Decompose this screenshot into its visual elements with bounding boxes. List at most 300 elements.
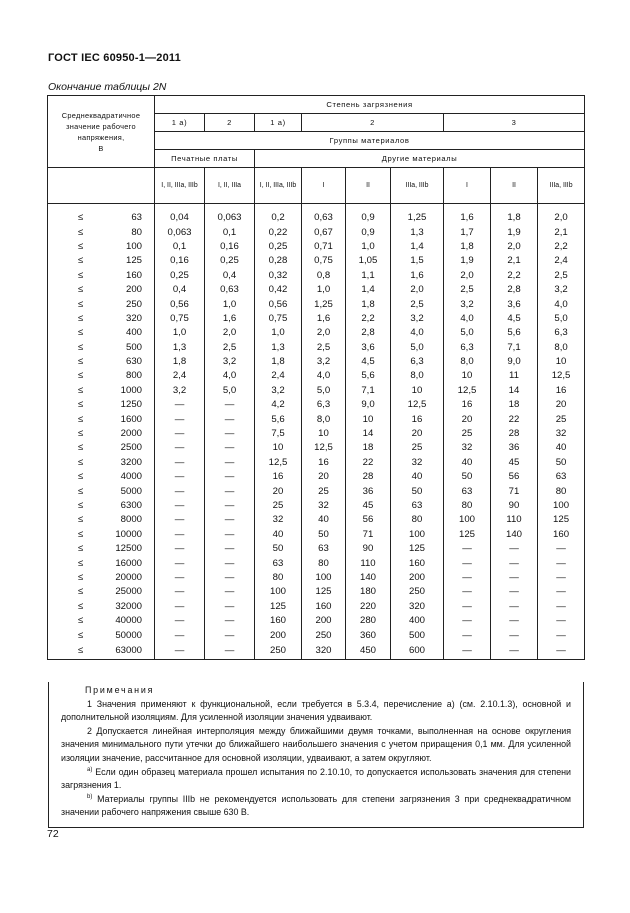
creepage-value-cell: 0,04	[155, 211, 205, 225]
creepage-value-cell: 1,0	[255, 326, 302, 340]
creepage-value-cell: 36	[491, 441, 538, 455]
voltage-value: 63	[131, 212, 142, 224]
creepage-value-cell: 9,0	[346, 398, 391, 412]
creepage-value-cell: 4,2	[255, 398, 302, 412]
creepage-value-cell: 4,0	[444, 312, 491, 326]
creepage-value-cell: 6,3	[444, 341, 491, 355]
creepage-value-cell: —	[155, 628, 205, 642]
voltage-cell	[48, 369, 155, 383]
le-symbol: ≤	[78, 428, 84, 440]
creepage-value-cell: 2,1	[538, 225, 585, 239]
voltage-value: 16000	[115, 557, 142, 569]
creepage-value-cell: 8,0	[538, 341, 585, 355]
table-row	[48, 297, 585, 311]
creepage-value-cell: 0,75	[302, 254, 346, 268]
creepage-value-cell: 0,56	[155, 297, 205, 311]
creepage-value-cell: 125	[391, 542, 444, 556]
table-row	[48, 484, 585, 498]
voltage-value: 400	[125, 327, 142, 339]
creepage-value-cell: 28	[491, 427, 538, 441]
creepage-value-cell: 500	[391, 628, 444, 642]
creepage-value-cell: —	[444, 585, 491, 599]
creepage-value-cell: —	[155, 585, 205, 599]
le-symbol: ≤	[78, 226, 84, 238]
creepage-value-cell: —	[491, 542, 538, 556]
creepage-value-cell: —	[444, 643, 491, 660]
creepage-value-cell: 100	[538, 499, 585, 513]
le-symbol: ≤	[78, 442, 84, 454]
material-col-2: I, II, IIIa	[205, 168, 255, 204]
creepage-value-cell: 20	[255, 484, 302, 498]
creepage-value-cell: 2,2	[491, 269, 538, 283]
creepage-value-cell: 5,0	[302, 384, 346, 398]
creepage-value-cell: 90	[491, 499, 538, 513]
table-row	[48, 412, 585, 426]
creepage-value-cell: —	[538, 628, 585, 642]
creepage-value-cell: 40	[391, 470, 444, 484]
voltage-cell	[48, 542, 155, 556]
table-row	[48, 499, 585, 513]
creepage-value-cell: —	[205, 528, 255, 542]
table-row	[48, 427, 585, 441]
creepage-value-cell: —	[155, 600, 205, 614]
creepage-value-cell: 320	[391, 600, 444, 614]
le-symbol: ≤	[78, 528, 84, 540]
creepage-value-cell: 7,1	[346, 384, 391, 398]
table-row	[48, 269, 585, 283]
footnote-b-text: Материалы группы IIIb не рекомендуется использовать для степени загрязнения 3 при среднеквадратичном значении рабочего напряжения свыше 630 В.	[61, 793, 572, 818]
creepage-value-cell: 0,63	[302, 211, 346, 225]
creepage-value-cell: 2,4	[255, 369, 302, 383]
creepage-value-cell: 0,28	[255, 254, 302, 268]
table-row	[48, 326, 585, 340]
creepage-value-cell: 28	[346, 470, 391, 484]
creepage-value-cell: —	[155, 571, 205, 585]
voltage-cell	[48, 513, 155, 527]
table-body	[48, 204, 585, 660]
voltage-cell	[48, 427, 155, 441]
table-row	[48, 614, 585, 628]
voltage-value: 800	[125, 370, 142, 382]
creepage-value-cell: —	[205, 398, 255, 412]
creepage-value-cell: 25	[444, 427, 491, 441]
creepage-value-cell: 1,0	[346, 240, 391, 254]
creepage-value-cell: —	[205, 441, 255, 455]
voltage-cell	[48, 556, 155, 570]
creepage-value-cell: 50	[255, 542, 302, 556]
voltage-cell	[48, 384, 155, 398]
voltage-value: 500	[125, 341, 142, 353]
voltage-cell	[48, 585, 155, 599]
creepage-value-cell: 16	[538, 384, 585, 398]
creepage-value-cell: 0,4	[155, 283, 205, 297]
creepage-value-cell: 100	[444, 513, 491, 527]
creepage-value-cell: 1,3	[155, 341, 205, 355]
creepage-value-cell: 1,3	[255, 341, 302, 355]
creepage-value-cell: 45	[346, 499, 391, 513]
creepage-value-cell: 22	[346, 456, 391, 470]
creepage-value-cell: 5,0	[444, 326, 491, 340]
creepage-value-cell: 2,0	[444, 269, 491, 283]
material-col-5: II	[346, 168, 391, 204]
voltage-cell	[48, 441, 155, 455]
footnote-b-mark: b)	[87, 793, 93, 800]
creepage-value-cell: 12,5	[538, 369, 585, 383]
voltage-value: 4000	[120, 471, 142, 483]
creepage-value-cell: —	[491, 614, 538, 628]
material-col-6: IIIa, IIIb	[391, 168, 444, 204]
creepage-value-cell: 80	[302, 556, 346, 570]
creepage-value-cell: —	[538, 600, 585, 614]
table-row	[48, 341, 585, 355]
creepage-value-cell: 360	[346, 628, 391, 642]
voltage-value: 1600	[120, 413, 142, 425]
creepage-value-cell: 50	[538, 456, 585, 470]
voltage-cell	[48, 412, 155, 426]
le-symbol: ≤	[78, 399, 84, 411]
le-symbol: ≤	[78, 644, 84, 656]
le-symbol: ≤	[78, 514, 84, 526]
table-row	[48, 441, 585, 455]
creepage-value-cell: 5,0	[538, 312, 585, 326]
creepage-value-cell: 160	[302, 600, 346, 614]
creepage-value-cell: 0,67	[302, 225, 346, 239]
creepage-value-cell: 8,0	[302, 412, 346, 426]
le-symbol: ≤	[78, 543, 84, 555]
creepage-value-cell: 0,32	[255, 269, 302, 283]
voltage-cell	[48, 628, 155, 642]
creepage-value-cell: 0,75	[255, 312, 302, 326]
creepage-value-cell: 125	[255, 600, 302, 614]
creepage-value-cell: 25	[302, 484, 346, 498]
creepage-value-cell: 8,0	[444, 355, 491, 369]
creepage-value-cell: 2,8	[346, 326, 391, 340]
creepage-value-cell: 0,1	[205, 225, 255, 239]
creepage-value-cell: 100	[391, 528, 444, 542]
creepage-value-cell: —	[205, 427, 255, 441]
creepage-value-cell: 1,8	[346, 297, 391, 311]
le-symbol: ≤	[78, 284, 84, 296]
voltage-cell	[48, 211, 155, 225]
creepage-value-cell: 12,5	[255, 456, 302, 470]
creepage-value-cell: 10	[302, 427, 346, 441]
creepage-value-cell: 50	[444, 470, 491, 484]
le-symbol: ≤	[78, 600, 84, 612]
creepage-value-cell: —	[155, 614, 205, 628]
voltage-value: 250	[125, 298, 142, 310]
creepage-value-cell: 1,8	[491, 211, 538, 225]
voltage-value: 5000	[120, 485, 142, 497]
creepage-value-cell: 1,6	[302, 312, 346, 326]
creepage-value-cell: 56	[491, 470, 538, 484]
creepage-value-cell: 0,63	[205, 283, 255, 297]
creepage-value-cell: 1,6	[444, 211, 491, 225]
creepage-value-cell: 2,0	[491, 240, 538, 254]
creepage-value-cell: —	[205, 614, 255, 628]
creepage-value-cell: 200	[255, 628, 302, 642]
creepage-value-cell: 0,71	[302, 240, 346, 254]
creepage-value-cell: —	[155, 556, 205, 570]
material-col-1: I, II, IIIa, IIIb	[155, 168, 205, 204]
voltage-cell	[48, 355, 155, 369]
degree-col-2: 2	[205, 114, 255, 132]
material-col-3: I, II, IIIa, IIIb	[255, 168, 302, 204]
voltage-cell	[48, 341, 155, 355]
creepage-value-cell: 2,2	[538, 240, 585, 254]
voltage-value: 50000	[115, 629, 142, 641]
le-symbol: ≤	[78, 327, 84, 339]
voltage-value: 3200	[120, 456, 142, 468]
creepage-value-cell: 2,0	[538, 211, 585, 225]
creepage-value-cell: 32	[538, 427, 585, 441]
creepage-value-cell: 0,42	[255, 283, 302, 297]
voltage-value: 200	[125, 284, 142, 296]
creepage-value-cell: 18	[491, 398, 538, 412]
creepage-value-cell: 63	[255, 556, 302, 570]
voltage-cell	[48, 269, 155, 283]
footnote-a-text: Если один образец материала прошел испытания по 2.10.10, то допускается использовать значения для степени загрязнения 1.	[61, 766, 571, 791]
table-row	[48, 254, 585, 268]
creepage-value-cell: 2,5	[302, 341, 346, 355]
creepage-value-cell: 250	[255, 643, 302, 660]
creepage-value-cell: 50	[302, 528, 346, 542]
creepage-value-cell: 5,0	[205, 384, 255, 398]
creepage-value-cell: 0,22	[255, 225, 302, 239]
creepage-value-cell: 63	[302, 542, 346, 556]
creepage-value-cell: 400	[391, 614, 444, 628]
creepage-value-cell: 6,3	[391, 355, 444, 369]
le-symbol: ≤	[78, 557, 84, 569]
creepage-value-cell: 10	[538, 355, 585, 369]
creepage-value-cell: —	[491, 643, 538, 660]
voltage-cell	[48, 499, 155, 513]
creepage-value-cell: 4,0	[391, 326, 444, 340]
table-row	[48, 600, 585, 614]
voltage-cell	[48, 326, 155, 340]
creepage-value-cell: 0,25	[255, 240, 302, 254]
creepage-value-cell: 32	[302, 499, 346, 513]
creepage-value-cell: 56	[346, 513, 391, 527]
le-symbol: ≤	[78, 356, 84, 368]
creepage-value-cell: 450	[346, 643, 391, 660]
material-col-7: I	[444, 168, 491, 204]
creepage-value-cell: 1,0	[302, 283, 346, 297]
le-symbol: ≤	[78, 255, 84, 267]
creepage-value-cell: 0,16	[205, 240, 255, 254]
creepage-value-cell: —	[205, 542, 255, 556]
creepage-value-cell: 125	[302, 585, 346, 599]
creepage-value-cell: —	[205, 499, 255, 513]
creepage-value-cell: 250	[391, 585, 444, 599]
creepage-value-cell: 7,1	[491, 341, 538, 355]
voltage-cell	[48, 643, 155, 660]
creepage-value-cell: 1,7	[444, 225, 491, 239]
creepage-value-cell: 32	[391, 456, 444, 470]
creepage-value-cell: 2,0	[302, 326, 346, 340]
creepage-value-cell: 125	[444, 528, 491, 542]
table-row	[48, 556, 585, 570]
creepage-value-cell: 40	[444, 456, 491, 470]
creepage-value-cell: 1,4	[391, 240, 444, 254]
creepage-value-cell: 100	[302, 571, 346, 585]
creepage-value-cell: 0,4	[205, 269, 255, 283]
creepage-value-cell: —	[205, 456, 255, 470]
material-col-8: II	[491, 168, 538, 204]
creepage-value-cell: 4,0	[538, 297, 585, 311]
degree-col-5: 3	[444, 114, 585, 132]
creepage-value-cell: 20	[538, 398, 585, 412]
creepage-value-cell: 1,9	[444, 254, 491, 268]
creepage-value-cell: —	[444, 600, 491, 614]
creepage-value-cell: —	[205, 470, 255, 484]
pollution-degree-header: Степень загрязнения	[155, 96, 585, 114]
table-row	[48, 528, 585, 542]
creepage-value-cell: 25	[538, 412, 585, 426]
voltage-cell	[48, 600, 155, 614]
note-1: 1 Значения применяют к функциональной, если требуется в 5.3.4, перечисление а) (см. 2.10.1.3), основной и дополнительной изоляциям. Для усиленной изоляции значения удваивают.	[61, 698, 571, 723]
creepage-value-cell: —	[155, 456, 205, 470]
other-materials-header: Другие материалы	[255, 150, 585, 168]
creepage-value-cell: 1,5	[391, 254, 444, 268]
le-symbol: ≤	[78, 212, 84, 224]
creepage-value-cell: —	[205, 412, 255, 426]
le-symbol: ≤	[78, 370, 84, 382]
creepage-value-cell: —	[205, 585, 255, 599]
creepage-value-cell: 1,6	[205, 312, 255, 326]
voltage-cell	[48, 225, 155, 239]
creepage-value-cell: 0,25	[155, 269, 205, 283]
creepage-value-cell: 2,0	[205, 326, 255, 340]
voltage-value: 2500	[120, 442, 142, 454]
voltage-value: 25000	[115, 586, 142, 598]
creepage-value-cell: 2,4	[155, 369, 205, 383]
creepage-value-cell: 7,5	[255, 427, 302, 441]
creepage-value-cell: 0,56	[255, 297, 302, 311]
creepage-value-cell: 0,063	[205, 211, 255, 225]
creepage-value-cell: 12,5	[444, 384, 491, 398]
creepage-value-cell: 80	[391, 513, 444, 527]
voltage-value: 160	[125, 269, 142, 281]
creepage-value-cell: 0,25	[205, 254, 255, 268]
creepage-value-cell: 5,6	[491, 326, 538, 340]
le-symbol: ≤	[78, 456, 84, 468]
voltage-cell	[48, 297, 155, 311]
creepage-value-cell: —	[205, 484, 255, 498]
creepage-value-cell: 2,0	[391, 283, 444, 297]
le-symbol: ≤	[78, 629, 84, 641]
material-col-4: I	[302, 168, 346, 204]
creepage-value-cell: 1,8	[155, 355, 205, 369]
creepage-value-cell: 4,5	[491, 312, 538, 326]
creepage-value-cell: 8,0	[391, 369, 444, 383]
creepage-value-cell: —	[491, 585, 538, 599]
voltage-cell	[48, 312, 155, 326]
voltage-value: 32000	[115, 600, 142, 612]
creepage-value-cell: —	[205, 628, 255, 642]
creepage-value-cell: —	[538, 542, 585, 556]
footnote-a-mark: a)	[87, 766, 93, 773]
creepage-value-cell: 1,4	[346, 283, 391, 297]
creepage-value-cell: 1,25	[302, 297, 346, 311]
creepage-value-cell: 160	[538, 528, 585, 542]
creepage-value-cell: —	[538, 614, 585, 628]
creepage-value-cell: —	[444, 628, 491, 642]
voltage-value: 100	[125, 240, 142, 252]
creepage-value-cell: 3,2	[302, 355, 346, 369]
creepage-value-cell: —	[205, 513, 255, 527]
creepage-value-cell: —	[155, 499, 205, 513]
creepage-value-cell: 40	[538, 441, 585, 455]
creepage-value-cell: 1,8	[255, 355, 302, 369]
creepage-value-cell: —	[155, 542, 205, 556]
creepage-value-cell: —	[155, 398, 205, 412]
voltage-column-header	[48, 96, 155, 168]
creepage-value-cell: 22	[491, 412, 538, 426]
voltage-cell	[48, 254, 155, 268]
note-2: 2 Допускается линейная интерполяция между ближайшими двумя точками, выполненная на основе округления значения минимального пути утечки до ближайшего наибольшего значения с учетом приращения 0,1 мм. Для усиленной изоляции значение, рассчитанное для основной изоляции, удваивают, а затем округляют.	[61, 725, 571, 763]
voltage-value: 125	[125, 255, 142, 267]
creepage-value-cell: 16	[391, 412, 444, 426]
creepage-value-cell: 110	[346, 556, 391, 570]
le-symbol: ≤	[78, 500, 84, 511]
voltage-value: 10000	[115, 528, 142, 540]
voltage-value: 6300	[120, 500, 142, 511]
creepage-value-cell: 63	[444, 484, 491, 498]
voltage-value: 1000	[120, 384, 142, 396]
creepage-value-cell: —	[491, 628, 538, 642]
creepage-value-cell: —	[491, 571, 538, 585]
le-symbol: ≤	[78, 341, 84, 353]
voltage-cell	[48, 571, 155, 585]
table-row	[48, 628, 585, 642]
creepage-value-cell: 5,6	[255, 412, 302, 426]
creepage-value-cell: 80	[444, 499, 491, 513]
creepage-value-cell: 3,2	[155, 384, 205, 398]
creepage-value-cell: 1,0	[205, 297, 255, 311]
creepage-value-cell: —	[155, 528, 205, 542]
creepage-value-cell: 4,5	[346, 355, 391, 369]
voltage-value: 2000	[120, 428, 142, 440]
table-row	[48, 384, 585, 398]
document-id-header: ГОСТ IEC 60950-1—2011	[48, 52, 181, 64]
creepage-value-cell: 20	[444, 412, 491, 426]
creepage-value-cell: 63	[538, 470, 585, 484]
voltage-header-text: Среднеквадратичное значение рабочего напряжения,	[61, 110, 141, 142]
creepage-value-cell: —	[538, 556, 585, 570]
creepage-value-cell: —	[155, 513, 205, 527]
voltage-value: 1250	[120, 399, 142, 411]
creepage-value-cell: 11	[491, 369, 538, 383]
table-row	[48, 513, 585, 527]
creepage-value-cell: 40	[255, 528, 302, 542]
creepage-value-cell: 140	[491, 528, 538, 542]
creepage-value-cell: 5,6	[346, 369, 391, 383]
creepage-value-cell: —	[205, 571, 255, 585]
creepage-value-cell: 2,5	[205, 341, 255, 355]
le-symbol: ≤	[78, 240, 84, 252]
voltage-unit: В	[98, 143, 104, 153]
creepage-value-cell: 3,2	[205, 355, 255, 369]
creepage-value-cell: 3,2	[255, 384, 302, 398]
creepage-value-cell: 3,6	[346, 341, 391, 355]
table-row	[48, 542, 585, 556]
creepage-value-cell: 100	[255, 585, 302, 599]
creepage-value-cell: 32	[255, 513, 302, 527]
voltage-cell	[48, 484, 155, 498]
creepage-value-cell: —	[444, 571, 491, 585]
creepage-value-cell: 40	[302, 513, 346, 527]
creepage-value-cell: —	[444, 556, 491, 570]
